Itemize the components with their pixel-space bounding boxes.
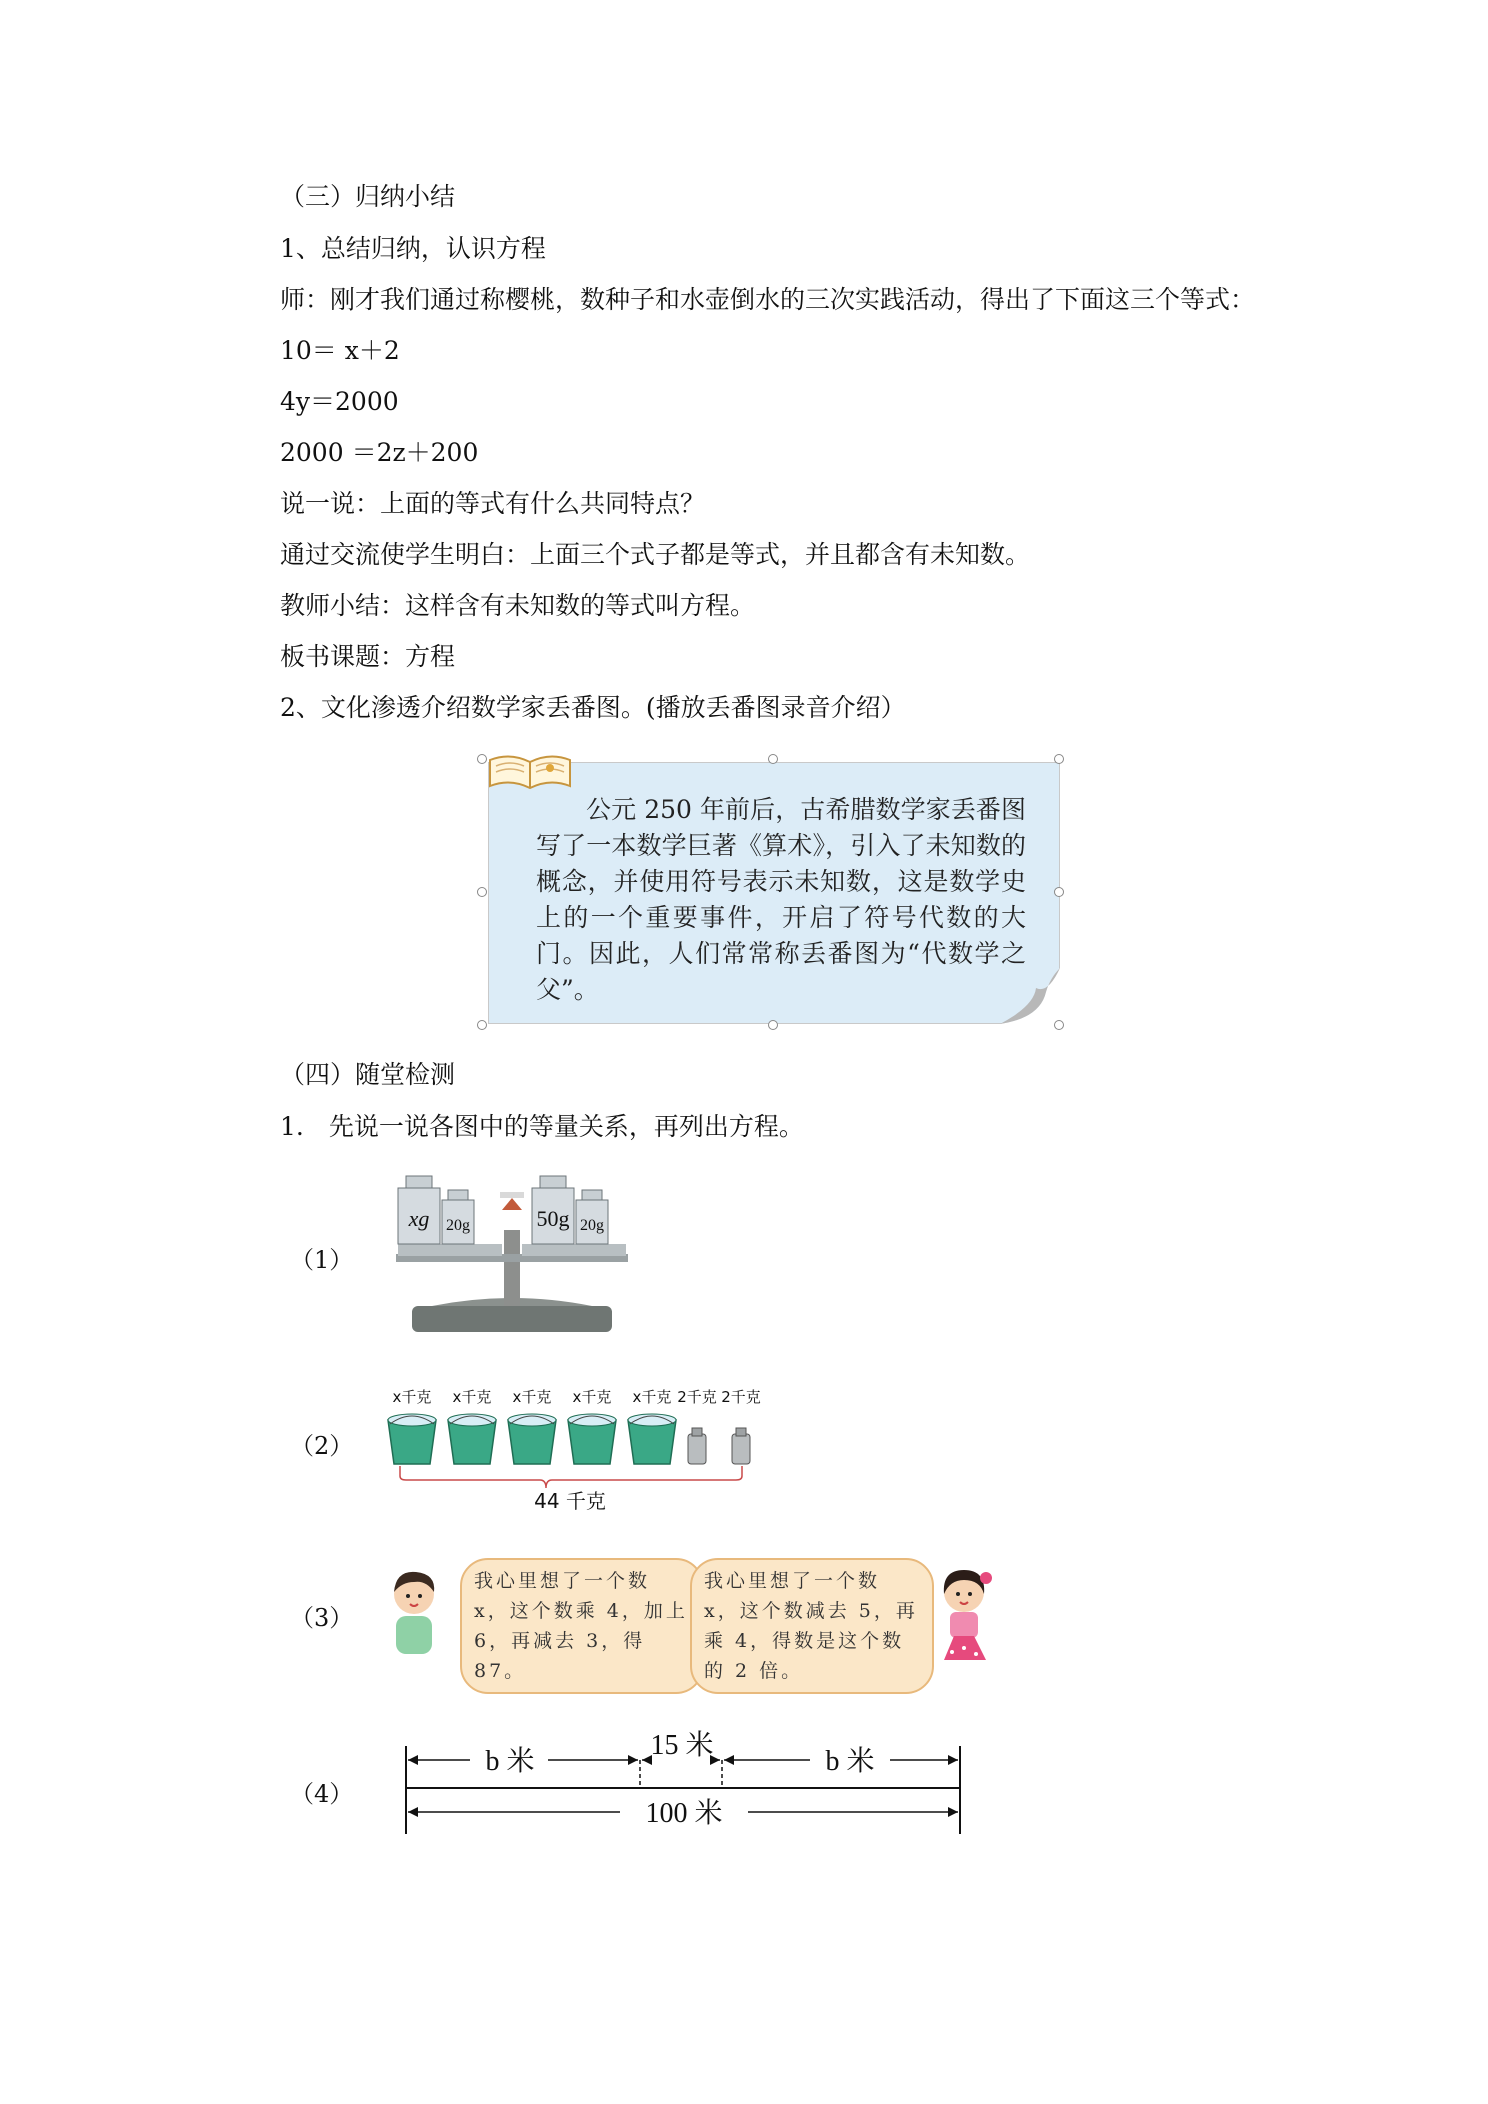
speech-bubble-boy: 我心里想了一个数 x，这个数乘 4，加上 6，再减去 3，得 87。 (460, 1558, 704, 1694)
bucket-weight-label: x千克 (392, 1388, 432, 1406)
resize-handle-tr[interactable] (1054, 754, 1064, 764)
segment-right-label: b 米 (825, 1746, 875, 1777)
teacher-statement: 师：刚才我们通过称樱桃，数种子和水壶倒水的三次实践活动，得出了下面这三个等式： (280, 285, 1256, 314)
boy-figure (386, 1568, 446, 1658)
figure-1-label: （1） (290, 1246, 354, 1274)
bucket (388, 1414, 436, 1464)
page-curl-icon (1000, 968, 1060, 1024)
can-weight-label: 2千克 (721, 1388, 761, 1406)
weight-xg-label: xg (408, 1206, 430, 1231)
resize-handle-left[interactable] (477, 887, 487, 897)
explanation: 通过交流使学生明白：上面三个式子都是等式，并且都含有未知数。 (280, 540, 1031, 569)
segment-figure (400, 1730, 980, 1840)
item-culture: 2、文化渗透介绍数学家丢番图。(播放丢番图录音介绍） (280, 693, 906, 722)
weight-50g-label: 50g (536, 1206, 570, 1231)
bucket (448, 1414, 496, 1464)
weight-20g-left-label: 20g (446, 1217, 470, 1234)
info-box-text: 公元 250 年前后，古希腊数学家丢番图写了一本数学巨著《算术》，引入了未知数的概念，并使用符号表示未知数，这是数学史上的一个重要事件，开启了符号代数的大门。因此，人们常常称丢番图为“代数学之父”。 (536, 795, 1026, 1004)
discussion-prompt: 说一说：上面的等式有什么共同特点？ (280, 489, 706, 518)
can-weight-label: 2千克 (677, 1388, 717, 1406)
segment-left-label: b 米 (485, 1746, 535, 1777)
equation-3: 2000 ＝2z＋200 (280, 438, 479, 467)
milk-can (688, 1428, 706, 1464)
figure-3-label: （3） (290, 1604, 354, 1632)
item-recognize-equation: 1、总结归纳，认识方程 (280, 234, 546, 263)
weight-20g-right-label: 20g (580, 1217, 604, 1234)
bucket-weight-label: x千克 (572, 1388, 612, 1406)
equation-2: 4y＝2000 (280, 387, 399, 416)
resize-handle-right[interactable] (1054, 887, 1064, 897)
figure-2-label: （2） (290, 1432, 354, 1460)
teacher-summary: 教师小结：这样含有未知数的等式叫方程。 (280, 591, 756, 620)
section-heading-summary: （三）归纳小结 (280, 182, 456, 211)
milk-can (732, 1428, 750, 1464)
speech-bubble-girl: 我心里想了一个数 x，这个数减去 5，再乘 4，得数是这个数的 2 倍。 (690, 1558, 934, 1694)
resize-handle-top[interactable] (768, 754, 778, 764)
balance-scale-figure (392, 1170, 632, 1342)
bucket-weight-label: x千克 (452, 1388, 492, 1406)
segment-total-label: 100 米 (645, 1798, 723, 1829)
girl-figure (930, 1566, 1002, 1676)
bucket-weight-label: x千克 (632, 1388, 672, 1406)
bucket (628, 1414, 676, 1464)
equation-1: 10＝ x＋2 (280, 336, 400, 365)
bucket-weight-label: x千克 (512, 1388, 552, 1406)
buckets-figure (380, 1384, 780, 1514)
section-heading-quiz: （四）随堂检测 (280, 1060, 456, 1089)
open-book-icon (484, 748, 576, 794)
bucket (508, 1414, 556, 1464)
bucket (568, 1414, 616, 1464)
board-title: 板书课题：方程 (280, 642, 456, 671)
figure-4-label: （4） (290, 1780, 354, 1808)
diophantus-info-box (480, 748, 1066, 1034)
question-1: 1. 先说一说各图中的等量关系，再列出方程。 (280, 1112, 804, 1141)
resize-handle-tl[interactable] (477, 754, 487, 764)
resize-handle-bottom[interactable] (768, 1020, 778, 1030)
resize-handle-bl[interactable] (477, 1020, 487, 1030)
resize-handle-br[interactable] (1054, 1020, 1064, 1030)
segment-middle-label: 15 米 (650, 1730, 714, 1761)
total-weight-label: 44 千克 (534, 1489, 606, 1513)
